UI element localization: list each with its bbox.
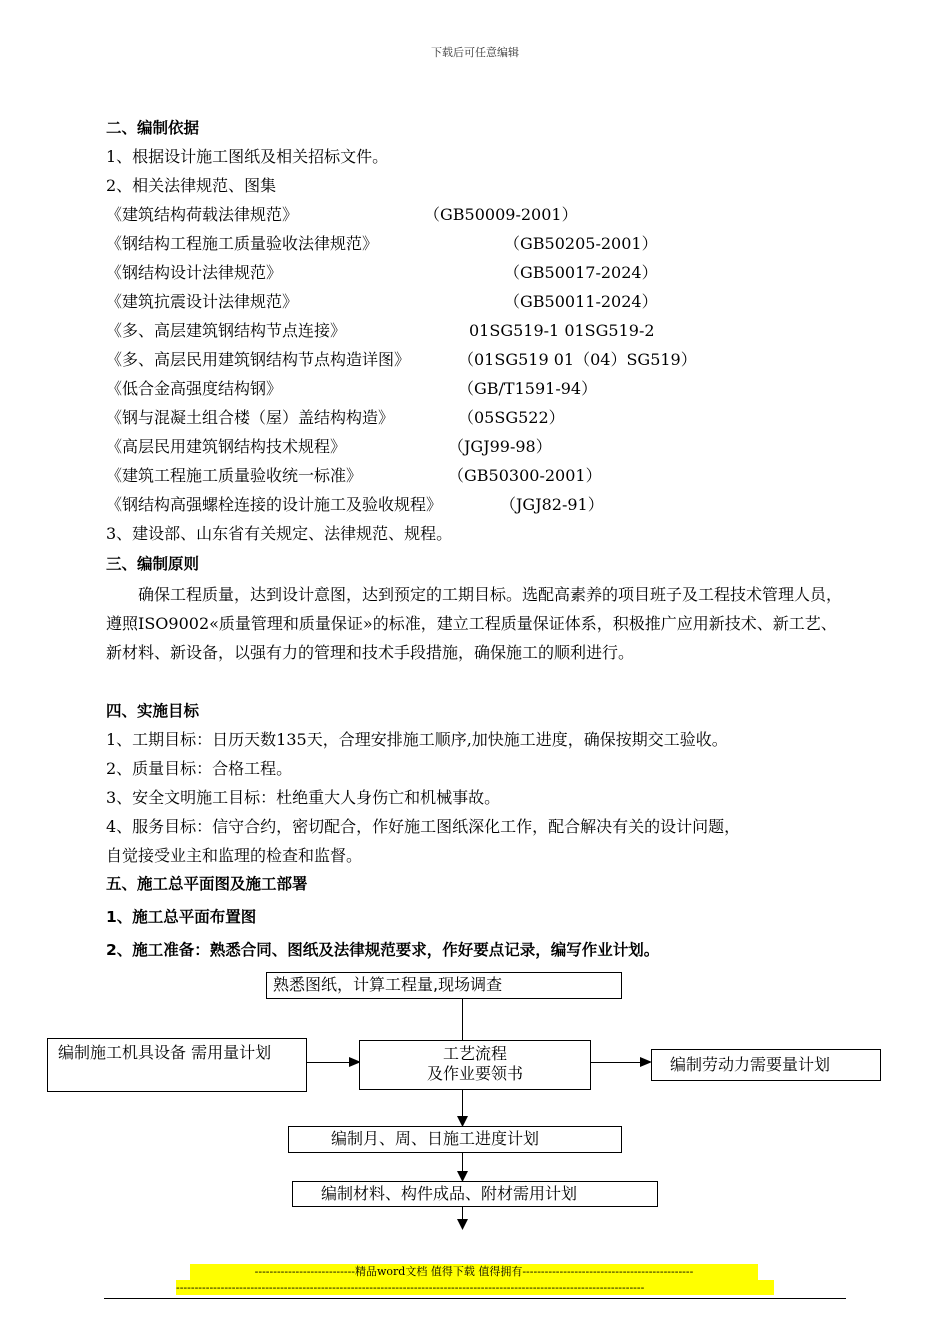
standard-code: （GB50011-2024） <box>504 292 658 311</box>
standard-code: （GB50017-2024） <box>504 263 658 282</box>
section-title-layout: 五、施工总平面图及施工部署 <box>106 875 308 893</box>
standard-code: （01SG519 01（04）SG519） <box>458 350 697 369</box>
footer-dashes: ------------------------------------------------------------------------------------------------------------------------------ <box>176 1280 774 1295</box>
standard-code: （GB50205-2001） <box>504 234 658 253</box>
standard-code: （05SG522） <box>458 408 565 427</box>
goal-item-2: 2、质量目标：合格工程。 <box>106 759 293 778</box>
flow-box-labor: 编制劳动力需要量计划 <box>651 1049 881 1081</box>
standard-name: 《低合金高强度结构钢》 <box>106 379 283 398</box>
footer-rule <box>104 1298 846 1299</box>
flow-arrow-down-icon <box>457 1219 468 1230</box>
standard-name: 《建筑工程施工质量验收统一标准》 <box>106 466 363 485</box>
standard-code: 01SG519-1 01SG519-2 <box>469 321 655 340</box>
footer-banner: ---------------------------精品word文档 值得下载 值得拥有---------------------------------------------- <box>190 1264 758 1280</box>
flow-box-equipment: 编制施工机具设备 需用量计划 <box>47 1038 307 1092</box>
flow-box-process-line1: 工艺流程 <box>442 1044 507 1063</box>
flow-connector <box>591 1062 647 1063</box>
flow-box-survey: 熟悉图纸，计算工程量,现场调查 <box>266 972 622 999</box>
flow-box-process <box>359 1040 591 1090</box>
flow-box-process-line2: 及作业要领书 <box>426 1064 523 1083</box>
flow-box-material: 编制材料、构件成品、附材需用计划 <box>292 1181 658 1207</box>
standard-name: 《钢结构高强螺栓连接的设计施工及验收规程》 <box>106 495 443 514</box>
standard-code: （JGJ82-91） <box>500 495 604 514</box>
standard-code: （JGJ99-98） <box>448 437 552 456</box>
standard-name: 《建筑结构荷载法律规范》 <box>106 205 299 224</box>
standard-name: 《钢结构工程施工质量验收法律规范》 <box>106 234 379 253</box>
standard-name: 《高层民用建筑钢结构技术规程》 <box>106 437 347 456</box>
basis-item-2: 2、相关法律规范、图集 <box>106 176 277 195</box>
principle-paragraph: 确保工程质量，达到设计意图，达到预定的工期目标。选配高素养的项目班子及工程技术管理人员，遵照ISO9002«质量管理和质量保证»的标准，建立工程质量保证体系，积极推广应用新技术、新工艺、新材料、新设备，以强有力的管理和技术手段措施，确保施工的顺利进行。 <box>106 585 843 662</box>
flow-box-schedule: 编制月、周、日施工进度计划 <box>288 1126 622 1153</box>
standard-name: 《钢与混凝土组合楼（屋）盖结构构造》 <box>106 408 395 427</box>
goal-item-3: 3、安全文明施工目标：杜绝重大人身伤亡和机械事故。 <box>106 788 501 807</box>
standard-name: 《多、高层建筑钢结构节点连接》 <box>106 321 347 340</box>
standard-code: （GB50300-2001） <box>448 466 602 485</box>
standard-name: 《建筑抗震设计法律规范》 <box>106 292 299 311</box>
flow-connector <box>462 999 463 1040</box>
standard-code: （GB50009-2001） <box>424 205 578 224</box>
goal-item-4-cont: 自觉接受业主和监理的检查和监督。 <box>106 846 363 865</box>
layout-sub-1: 1、施工总平面布置图 <box>106 908 257 926</box>
page-header: 下载后可任意编辑 <box>431 46 519 59</box>
standard-code: （GB/T1591-94） <box>458 379 598 398</box>
section-title-goals: 四、实施目标 <box>106 702 200 720</box>
layout-sub-2: 2、施工准备：熟悉合同、图纸及法律规范要求，作好要点记录，编写作业计划。 <box>106 941 660 959</box>
goal-item-4: 4、服务目标：信守合约，密切配合，作好施工图纸深化工作，配合解决有关的设计问题， <box>106 817 741 836</box>
standard-name: 《多、高层民用建筑钢结构节点构造详图》 <box>106 350 411 369</box>
basis-item-3: 3、建设部、山东省有关规定、法律规范、规程。 <box>106 524 453 543</box>
goal-item-1: 1、工期目标：日历天数135天，合理安排施工顺序,加快施工进度，确保按期交工验收。 <box>106 730 728 749</box>
section-title-basis: 二、编制依据 <box>106 119 200 137</box>
basis-item-1: 1、根据设计施工图纸及相关招标文件。 <box>106 147 389 166</box>
standard-name: 《钢结构设计法律规范》 <box>106 263 283 282</box>
section-title-principle: 三、编制原则 <box>106 555 200 573</box>
